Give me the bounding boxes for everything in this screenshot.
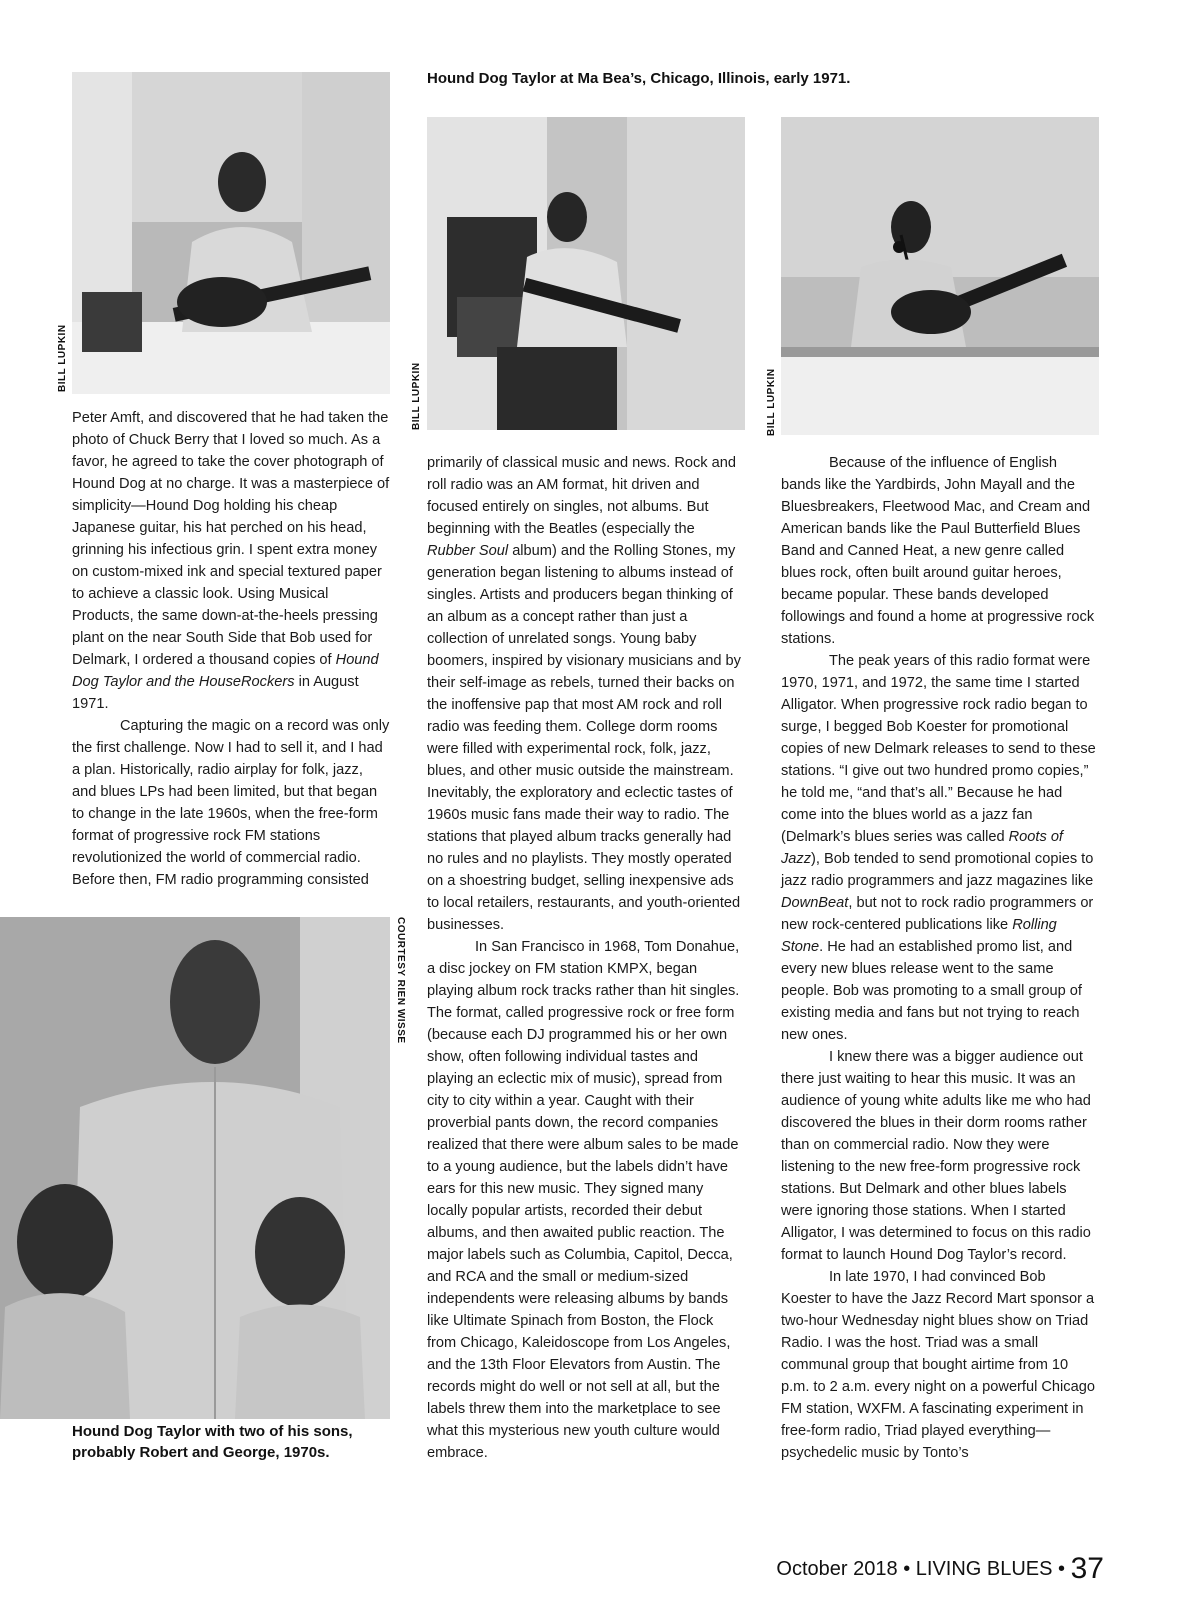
col2-paragraph-2: In San Francisco in 1968, Tom Donahue, a disc jockey on FM station KMPX, began playing album rock tracks rather than hit singles. The format, called progressive rock or free form (because each DJ programmed his or her own show, often following individual tastes and playing an eclectic mix of music), spread from city to city within a year. Caught with their proverbial pants down, the record companies realized that there were album sales to be made to a young audience, but the labels didn’t have ears for this new music. They signed many locally popular artists, recorded their debut albums, and then awaited public reaction. The major labels such as Columbia, Capitol, Decca, and RCA and the small or medium-sized independents were releasing albums by bands like Ultimate Spinach from Boston, the Flock from Chicago, Kaleidoscope from Los Angeles, and the 13th Floor Elevators from Austin. The records might do well or not sell at all, but the labels threw them into the marketplace to see what this mysterious new youth culture would embrace.: [427, 939, 740, 1461]
photo-hound-dog-guitar-1: [72, 72, 390, 394]
article-column-1: [72, 407, 390, 891]
article-column-2: [427, 452, 745, 1464]
photo3-credit: BILL LUPKIN: [766, 368, 777, 436]
album-title: Rubber Soul: [427, 543, 509, 559]
photo-hound-dog-guitar-3: [781, 117, 1099, 435]
col3-paragraph-1: Because of the influence of English bands like the Yardbirds, John Mayall and the Bluesbreakers, Fleetwood Mac, and Cream and American bands like the Paul Butterfield Blues Band and Canned Heat, a new genre called blues rock, often built around guitar heroes, became popular. These bands developed followings and found a home at progressive rock stations.: [781, 455, 1095, 647]
col2-paragraph-1: primarily of classical music and news. Rock and roll radio was an AM format, hit driven and focused entirely on singles, not albums. But beginning with the Beatles (especially the Rubber Soul album) and the Rolling Stones, my generation began listening to albums instead of singles. Artists and producers began thinking of an album as a concept rather than just a collection of unrelated songs. Young baby boomers, inspired by visionary musicians and by their self-image as rebels, turned their backs on the inoffensive pap that most AM rock and roll radio was feeding them. College dorm rooms were filled with experimental rock, folk, jazz, blues, and other music outside the mainstream. Inevitably, the exploratory and eclectic tastes of 1960s music fans made their way to radio. The stations that played album tracks generally had no rules and no playlists. They mostly operated on a shoestring budget, selling inexpensive ads to local retailers, restaurants, and youth-oriented businesses.: [427, 455, 741, 933]
caption-line-1: Hound Dog Taylor with two of his sons,: [72, 1423, 353, 1440]
col3-paragraph-2: The peak years of this radio format were 1970, 1971, and 1972, the same time I started Alligator. When progressive rock radio began to surge, I begged Bob Koester for promotional copies of new Delmark releases to send to these stations. “I give out two hundred promo copies,” he told me, “and that’s all.” Because he had come into the blues world as a jazz fan (Delmark’s blues series was called Roots of Jazz), Bob tended to send promotional copies to jazz radio programmers and jazz magazines like DownBeat, but not to rock radio programmers or new rock-centered publications like Rolling Stone. He had an established promo list, and every new blues release went to the same people. Bob was promoting to a small group of existing media and fans but not trying to reach new ones.: [781, 653, 1096, 1043]
photo-hound-dog-with-sons: [0, 917, 390, 1419]
album-title: Hound Dog Taylor and the HouseRockers: [72, 652, 379, 690]
col1-paragraph-1: Peter Amft, and discovered that he had taken the photo of Chuck Berry that I loved so much. As a favor, he agreed to take the cover photograph of Hound Dog at no charge. It was a masterpiece of simplicity—Hound Dog holding his cheap Japanese guitar, his hat perched on his head, grinning his infectious grin. I spent extra money on custom-mixed ink and special textured paper to achieve a classic look. Using Musical Products, the same down-at-the-heels pressing plant on the near South Side that Bob used for Delmark, I ordered a thousand copies of Hound Dog Taylor and the HouseRockers in August 1971.: [72, 410, 390, 712]
col1-paragraph-2: Capturing the magic on a record was only the first challenge. Now I had to sell it, and I had a plan. Historically, radio airplay for folk, jazz, and blues LPs had been limited, but that began to change in the late 1960s, when the free-form format of progressive rock FM stations revolutionized the world of commercial radio. Before then, FM radio programming consisted: [72, 718, 390, 888]
photo-hound-dog-guitar-2: [427, 117, 745, 430]
caption-line-2: probably Robert and George, 1970s.: [72, 1444, 330, 1461]
page-number: 37: [1070, 1552, 1104, 1585]
issue-date: October 2018: [776, 1558, 898, 1580]
footer-separator: •: [903, 1558, 911, 1580]
article-column-3: [781, 452, 1099, 1464]
photo-caption-top: Hound Dog Taylor at Ma Bea’s, Chicago, Illinois, early 1971.: [427, 70, 851, 87]
photo4-credit: COURTESY RIEN WISSE: [395, 917, 406, 1044]
page-footer: [776, 1552, 1104, 1586]
series-title: Roots of Jazz: [781, 829, 1063, 867]
photo-caption-bottom: [72, 1421, 402, 1463]
col3-paragraph-3: I knew there was a bigger audience out there just waiting to hear this music. It was an audience of young white adults like me who had discovered the blues in their dorm rooms rather than on commercial radio. Now they were listening to the new free-form progressive rock stations. But Delmark and other blues labels were ignoring those stations. When I started Alligator, I was determined to focus on this radio format to launch Hound Dog Taylor’s record.: [781, 1049, 1091, 1263]
footer-separator: •: [1058, 1558, 1066, 1580]
photo1-credit: BILL LUPKIN: [57, 324, 68, 392]
col3-paragraph-4: In late 1970, I had convinced Bob Koester to have the Jazz Record Mart sponsor a two-hour Wednesday night blues show on Triad Radio. I was the host. Triad was a small communal group that bought airtime from 10 p.m. to 2 a.m. every night on a powerful Chicago FM station, WXFM. A fascinating experiment in free-form radio, Triad played everything—psychedelic music by Tonto’s: [781, 1269, 1095, 1461]
magazine-title: Rolling Stone: [781, 917, 1057, 955]
magazine-title: DownBeat: [781, 895, 849, 911]
photo2-credit: BILL LUPKIN: [411, 362, 422, 430]
magazine-name: LIVING BLUES: [915, 1558, 1053, 1580]
